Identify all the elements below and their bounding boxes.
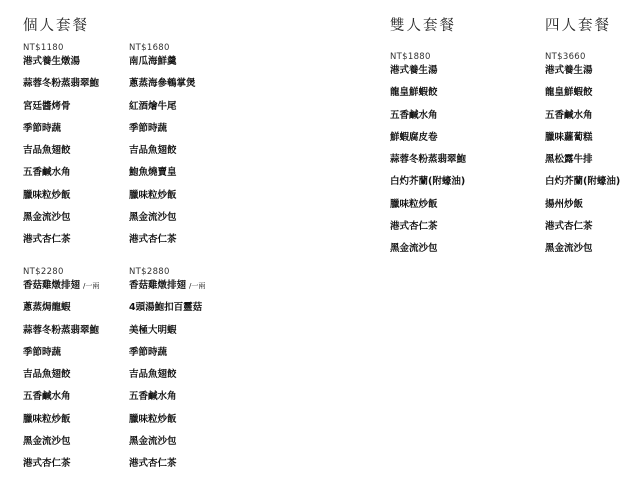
menu-item-name: 季節時蔬 xyxy=(129,122,168,134)
menu-item-name: 蔥蒸焗龍蝦 xyxy=(23,302,71,314)
menu-four-3660 xyxy=(545,51,640,265)
menu-item xyxy=(23,324,143,346)
menu-item xyxy=(390,86,510,108)
menu-item-name: 臘味粒炒飯 xyxy=(129,413,177,425)
menu-item-name: 黑金流沙包 xyxy=(545,243,593,255)
menu-item xyxy=(545,86,640,108)
menu-price: NT$2280 xyxy=(23,267,64,277)
menu-item xyxy=(390,109,510,131)
menu-item-name: 臘味粒炒飯 xyxy=(23,413,71,425)
menu-item-name: 港式杏仁茶 xyxy=(129,234,177,246)
menu-item xyxy=(545,153,640,175)
menu-price: NT$1880 xyxy=(390,52,431,62)
menu-item-name: 臘味粒炒飯 xyxy=(23,189,71,201)
menu-price: NT$2880 xyxy=(129,267,170,277)
menu-item xyxy=(23,368,143,390)
menu-item xyxy=(390,198,510,220)
menu-item-name: 吉品魚翅餃 xyxy=(23,369,71,381)
menu-item xyxy=(545,175,640,197)
menu-item-name: 香菇雞燉排翅 xyxy=(129,280,187,291)
menu-item-name: 吉品魚翅餃 xyxy=(23,145,71,157)
menu-item-name: 臘味粒炒飯 xyxy=(390,198,438,210)
menu-item xyxy=(129,122,249,144)
menu-item-name: 蒜蓉冬粉蒸翡翠鮑 xyxy=(23,324,100,336)
personal-set-heading: 個人套餐 xyxy=(23,18,89,34)
menu-item xyxy=(23,144,143,166)
menu-item xyxy=(129,166,249,188)
menu-item xyxy=(129,435,249,457)
menu-item xyxy=(545,64,640,86)
menu-item-list xyxy=(23,55,143,256)
menu-item-list xyxy=(545,64,640,265)
menu-item xyxy=(129,413,249,435)
menu-item-name: 港式杏仁茶 xyxy=(23,234,71,246)
menu-item-name: 紅酒燴牛尾 xyxy=(129,100,177,112)
menu-item-name: 白灼芥蘭(附蠔油) xyxy=(390,176,466,188)
menu-item xyxy=(23,122,143,144)
menu-price: NT$1680 xyxy=(129,43,170,53)
menu-item xyxy=(390,175,510,197)
menu-item-name: 港式養生燉湯 xyxy=(23,56,81,67)
menu-item xyxy=(23,233,143,255)
menu-item xyxy=(23,346,143,368)
menu-item-note: /一兩 xyxy=(83,282,100,290)
menu-item xyxy=(23,77,143,99)
menu-item xyxy=(23,189,143,211)
menu-item-name: 宮廷醬烤骨 xyxy=(23,100,71,112)
menu-item-name: 港式杏仁茶 xyxy=(545,221,593,233)
menu-item xyxy=(129,144,249,166)
menu-item-name: 吉品魚翅餃 xyxy=(129,369,177,381)
menu-item-list xyxy=(23,279,143,480)
menu-item-name: 臘味粒炒飯 xyxy=(129,189,177,201)
double-set-heading: 雙人套餐 xyxy=(390,18,456,34)
menu-item-name: 白灼芥蘭(附蠔油) xyxy=(545,176,621,188)
menu-item-name: 黑金流沙包 xyxy=(129,436,177,448)
menu-item-name: 4頭湯鮑扣百靈菇 xyxy=(129,302,203,314)
menu-item xyxy=(23,390,143,412)
menu-item-name: 黑金流沙包 xyxy=(23,212,71,224)
menu-item-list xyxy=(390,64,510,265)
menu-item-name: 港式養生湯 xyxy=(390,65,438,76)
menu-item xyxy=(390,131,510,153)
menu-item-name: 五香鹹水角 xyxy=(23,167,71,179)
menu-personal-2880 xyxy=(129,266,249,480)
menu-item-name: 五香鹹水角 xyxy=(545,109,593,121)
menu-price: NT$3660 xyxy=(545,52,586,62)
menu-item-name: 蒜蓉冬粉蒸翡翠鮑 xyxy=(390,154,467,166)
menu-item xyxy=(23,279,143,301)
menu-item-name: 鮮蝦腐皮卷 xyxy=(390,131,438,143)
menu-item xyxy=(23,457,143,479)
menu-item-name: 南瓜海鮮羹 xyxy=(129,56,177,67)
menu-item xyxy=(129,279,249,301)
menu-item-name: 季節時蔬 xyxy=(129,346,168,358)
menu-item-name: 黑金流沙包 xyxy=(390,243,438,255)
menu-item-name: 蔥蒸海參鵪掌煲 xyxy=(129,78,196,90)
menu-item xyxy=(129,301,249,323)
menu-item-name: 香菇雞燉排翅 xyxy=(23,280,81,291)
menu-item xyxy=(23,211,143,233)
menu-item-name: 黑金流沙包 xyxy=(23,436,71,448)
menu-item xyxy=(129,233,249,255)
four-set-heading: 四人套餐 xyxy=(545,18,611,34)
menu-item xyxy=(23,301,143,323)
menu-item xyxy=(545,131,640,153)
menu-item-name: 揚州炒飯 xyxy=(545,198,584,210)
menu-item-name: 龍皇鮮蝦餃 xyxy=(390,87,438,99)
menu-item-name: 黑金流沙包 xyxy=(129,212,177,224)
menu-item xyxy=(23,413,143,435)
menu-item-name: 季節時蔬 xyxy=(23,122,62,134)
menu-item-name: 港式杏仁茶 xyxy=(129,458,177,470)
menu-item-name: 吉品魚翅餃 xyxy=(129,145,177,157)
menu-personal-2280 xyxy=(23,266,143,480)
menu-item-name: 五香鹹水角 xyxy=(23,391,71,403)
menu-item xyxy=(129,457,249,479)
menu-item xyxy=(129,77,249,99)
menu-item xyxy=(390,64,510,86)
menu-item-name: 港式養生湯 xyxy=(545,65,593,76)
menu-item-name: 港式杏仁茶 xyxy=(390,221,438,233)
menu-item xyxy=(390,153,510,175)
menu-item xyxy=(545,109,640,131)
menu-item xyxy=(23,55,143,77)
menu-item-name: 五香鹹水角 xyxy=(390,109,438,121)
menu-item-name: 港式杏仁茶 xyxy=(23,458,71,470)
menu-item xyxy=(129,390,249,412)
menu-item xyxy=(129,55,249,77)
menu-item-name: 黑松露牛排 xyxy=(545,154,593,166)
menu-item xyxy=(129,189,249,211)
menu-item xyxy=(23,166,143,188)
menu-personal-1680 xyxy=(129,42,249,256)
menu-item-note: /一兩 xyxy=(189,282,206,290)
menu-item-name: 蒜蓉冬粉蒸翡翠鮑 xyxy=(23,78,100,90)
menu-personal-1180 xyxy=(23,42,143,256)
menu-item-list xyxy=(129,55,249,256)
menu-item xyxy=(390,242,510,264)
menu-item-list xyxy=(129,279,249,480)
menu-item xyxy=(23,100,143,122)
menu-item xyxy=(545,198,640,220)
menu-item-name: 五香鹹水角 xyxy=(129,391,177,403)
menu-item xyxy=(23,435,143,457)
menu-price: NT$1180 xyxy=(23,43,64,53)
menu-item-name: 龍皇鮮蝦餃 xyxy=(545,87,593,99)
menu-item xyxy=(545,220,640,242)
menu-item-name: 季節時蔬 xyxy=(23,346,62,358)
menu-double-1880 xyxy=(390,51,510,265)
menu-item-name: 美極大明蝦 xyxy=(129,324,177,336)
menu-item xyxy=(129,346,249,368)
menu-item xyxy=(129,100,249,122)
menu-item-name: 臘味蘿蔔糕 xyxy=(545,131,593,143)
menu-item xyxy=(129,324,249,346)
menu-item xyxy=(129,368,249,390)
menu-item xyxy=(129,211,249,233)
menu-item xyxy=(545,242,640,264)
menu-item xyxy=(390,220,510,242)
menu-item-name: 鮑魚燒賣皇 xyxy=(129,167,177,179)
